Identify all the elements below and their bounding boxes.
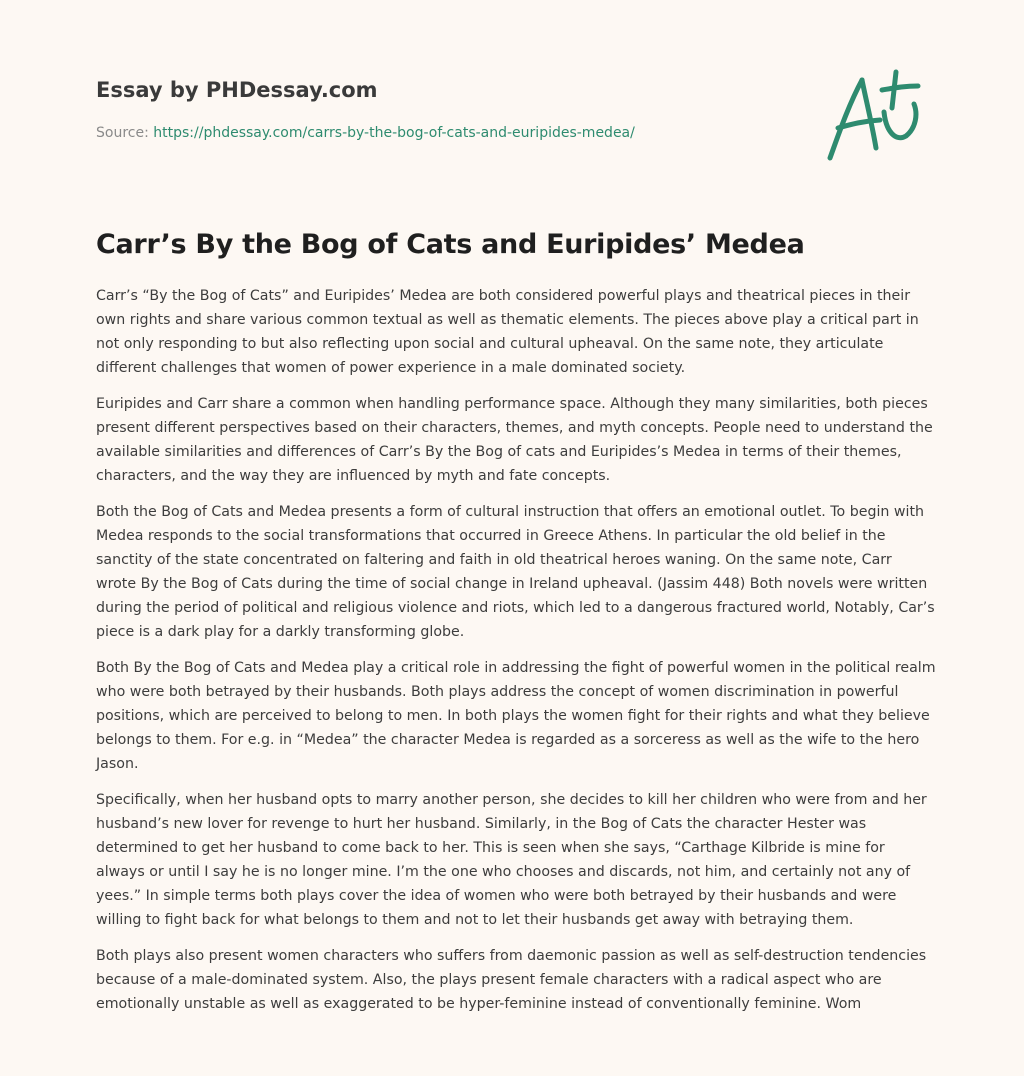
source-link[interactable]: https://phdessay.com/carrs-by-the-bog-of-cats-and-euripides-medea/ bbox=[153, 125, 635, 141]
paragraph: Specifically, when her husband opts to marry another person, she decides to kill her children who were from and her husband’s new lover for revenge to hurt her husband. Similarly, in the Bog of Cats the character Hester was determined to get her husband to come back to her. This is seen when she says, “Carthage Kilbride is mine for always or until I say he is no longer mine. I’m the one who chooses and discards, not him, and certainly not any of yees.” In simple terms both plays cover the idea of women who were both betrayed by their husbands and were willing to fight back for what belongs to them and not to let their husbands get away with betraying them. bbox=[96, 792, 927, 928]
source-label: Source: bbox=[96, 125, 154, 141]
paragraph: Carr’s “By the Bog of Cats” and Euripides’ Medea are both considered powerful plays and theatrical pieces in their own rights and share various common textual as well as thematic elements. The pieces above play a critical part in not only responding to but also reflecting upon social and cultural upheaval. On the same note, they articulate different challenges that women of power experience in a male dominated society. bbox=[96, 288, 919, 376]
source-line bbox=[96, 123, 796, 143]
paragraph: Euripides and Carr share a common when handling performance space. Although they many similarities, both pieces present different perspectives based on their characters, themes, and myth concepts. People need to understand the available similarities and differences of Carr’s By the Bog of cats and Euripides’s Medea in terms of their themes, characters, and the way they are influenced by myth and fate concepts. bbox=[96, 396, 933, 484]
paragraph: Both plays also present women characters who suffers from daemonic passion as well as self-destruction tendencies because of a male-dominated system. Also, the plays present female characters with a radical aspect who are emotionally unstable as well as exaggerated to be hyper-feminine instead of conventionally feminine. Wom bbox=[96, 948, 927, 1012]
paragraph: Both By the Bog of Cats and Medea play a critical role in addressing the fight of powerful women in the political realm who were both betrayed by their husbands. Both plays address the concept of women discrimination in powerful positions, which are perceived to belong to men. In both plays the women fight for their rights and what they believe belongs to them. For e.g. in “Medea” the character Medea is regarded as a sorceress as well as the wife to the hero Jason. bbox=[96, 660, 936, 772]
article bbox=[96, 226, 936, 1028]
article-title: Carr’s By the Bog of Cats and Euripides’ Medea bbox=[96, 229, 805, 260]
paragraph: Both the Bog of Cats and Medea presents a form of cultural instruction that offers an emotional outlet. To begin with Medea responds to the social transformations that occurred in Greece Athens. In particular the old belief in the sanctity of the state concentrated on faltering and faith in old theatrical heroes waning. On the same note, Carr wrote By the Bog of Cats during the time of social change in Ireland upheaval. (Jassim 448) Both novels were written during the period of political and religious violence and riots, which led to a dangerous fractured world, Notably, Car’s piece is a dark play for a darkly transforming globe. bbox=[96, 504, 935, 640]
page-header bbox=[96, 76, 796, 143]
a-plus-logo-icon bbox=[822, 66, 926, 166]
site-title: Essay by PHDessay.com bbox=[96, 78, 378, 102]
